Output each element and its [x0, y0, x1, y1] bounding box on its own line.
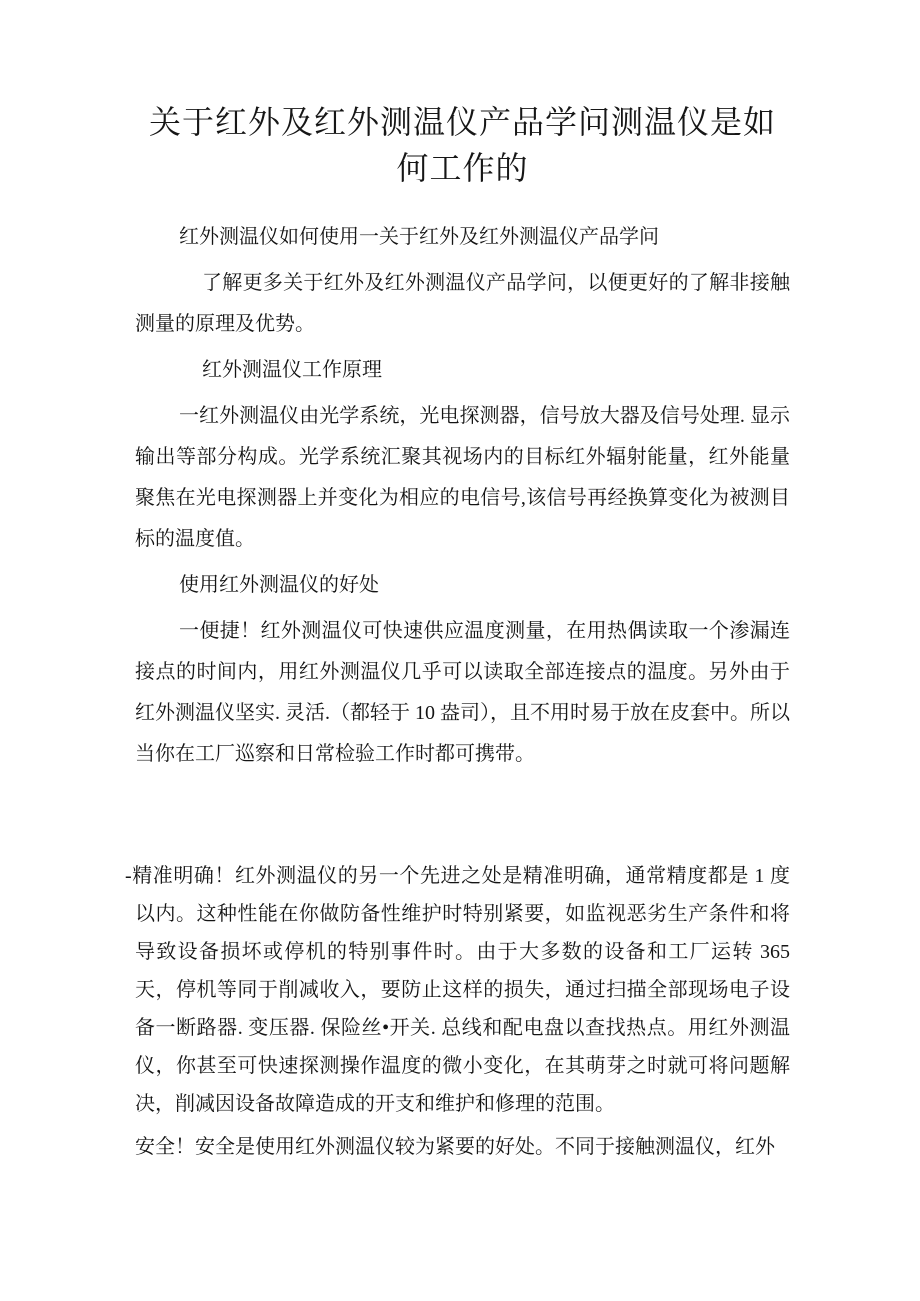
- document-title-line-2: 何工作的: [396, 150, 529, 186]
- benefit-accuracy-paragraph: -精准明确！红外测温仪的另一个先进之处是精准明确，通常精度都是 1 度以内。这种性能在你做防备性维护时特别紧要，如监视恶劣生产条件和将导致设备损坏或停机的特别事件时。由于大多数的设备和工厂运转 365 天，停机等同于削减收入，要防止这样的损失，通过扫描全部现场电子设备一断路器. 变压器. 保险丝•开关. 总线和配电盘以查找热点。用红外测温仪，你甚至可快速探测操作温度的微小变化，在其萌芽之时就可将问题解决，削减因设备故障造成的开支和维护和修理的范围。: [125, 865, 790, 1115]
- benefit-safety-paragraph: 安全！安全是使用红外测温仪较为紧要的好处。不同于接触测温仪，红外: [135, 1136, 775, 1158]
- section-heading-benefits: 使用红外测温仪的好处: [179, 574, 379, 596]
- working-principle-paragraph: 一红外测温仪由光学系统，光电探测器，信号放大器及信号处理. 显示输出等部分构成。光学系统汇聚其视场内的目标红外辐射能量，红外能量聚焦在光电探测器上并变化为相应的电信号,该信号再经换算变化为被测目标的温度值。: [135, 405, 790, 550]
- overview-paragraph: 了解更多关于红外及红外测温仪产品学问，以便更好的了解非接触测量的原理及优势。: [135, 272, 790, 335]
- intro-line: 红外测温仪如何使用一关于红外及红外测温仪产品学问: [179, 226, 659, 248]
- section-heading-working-principle: 红外测温仪工作原理: [202, 359, 382, 381]
- benefit-convenience-paragraph: 一便捷！红外测温仪可快速供应温度测量，在用热偶读取一个渗漏连接点的时间内，用红外测温仪几乎可以读取全部连接点的温度。另外由于红外测温仪坚实. 灵活.（都轻于 10 盎司），且不用时易于放在皮套中。所以当你在工厂巡察和日常检验工作时都可携带。: [135, 620, 790, 765]
- blank-spacer: [135, 780, 790, 857]
- document-title: [135, 99, 790, 191]
- document-title-line-1: 关于红外及红外测温仪产品学问测温仪是如: [148, 104, 776, 140]
